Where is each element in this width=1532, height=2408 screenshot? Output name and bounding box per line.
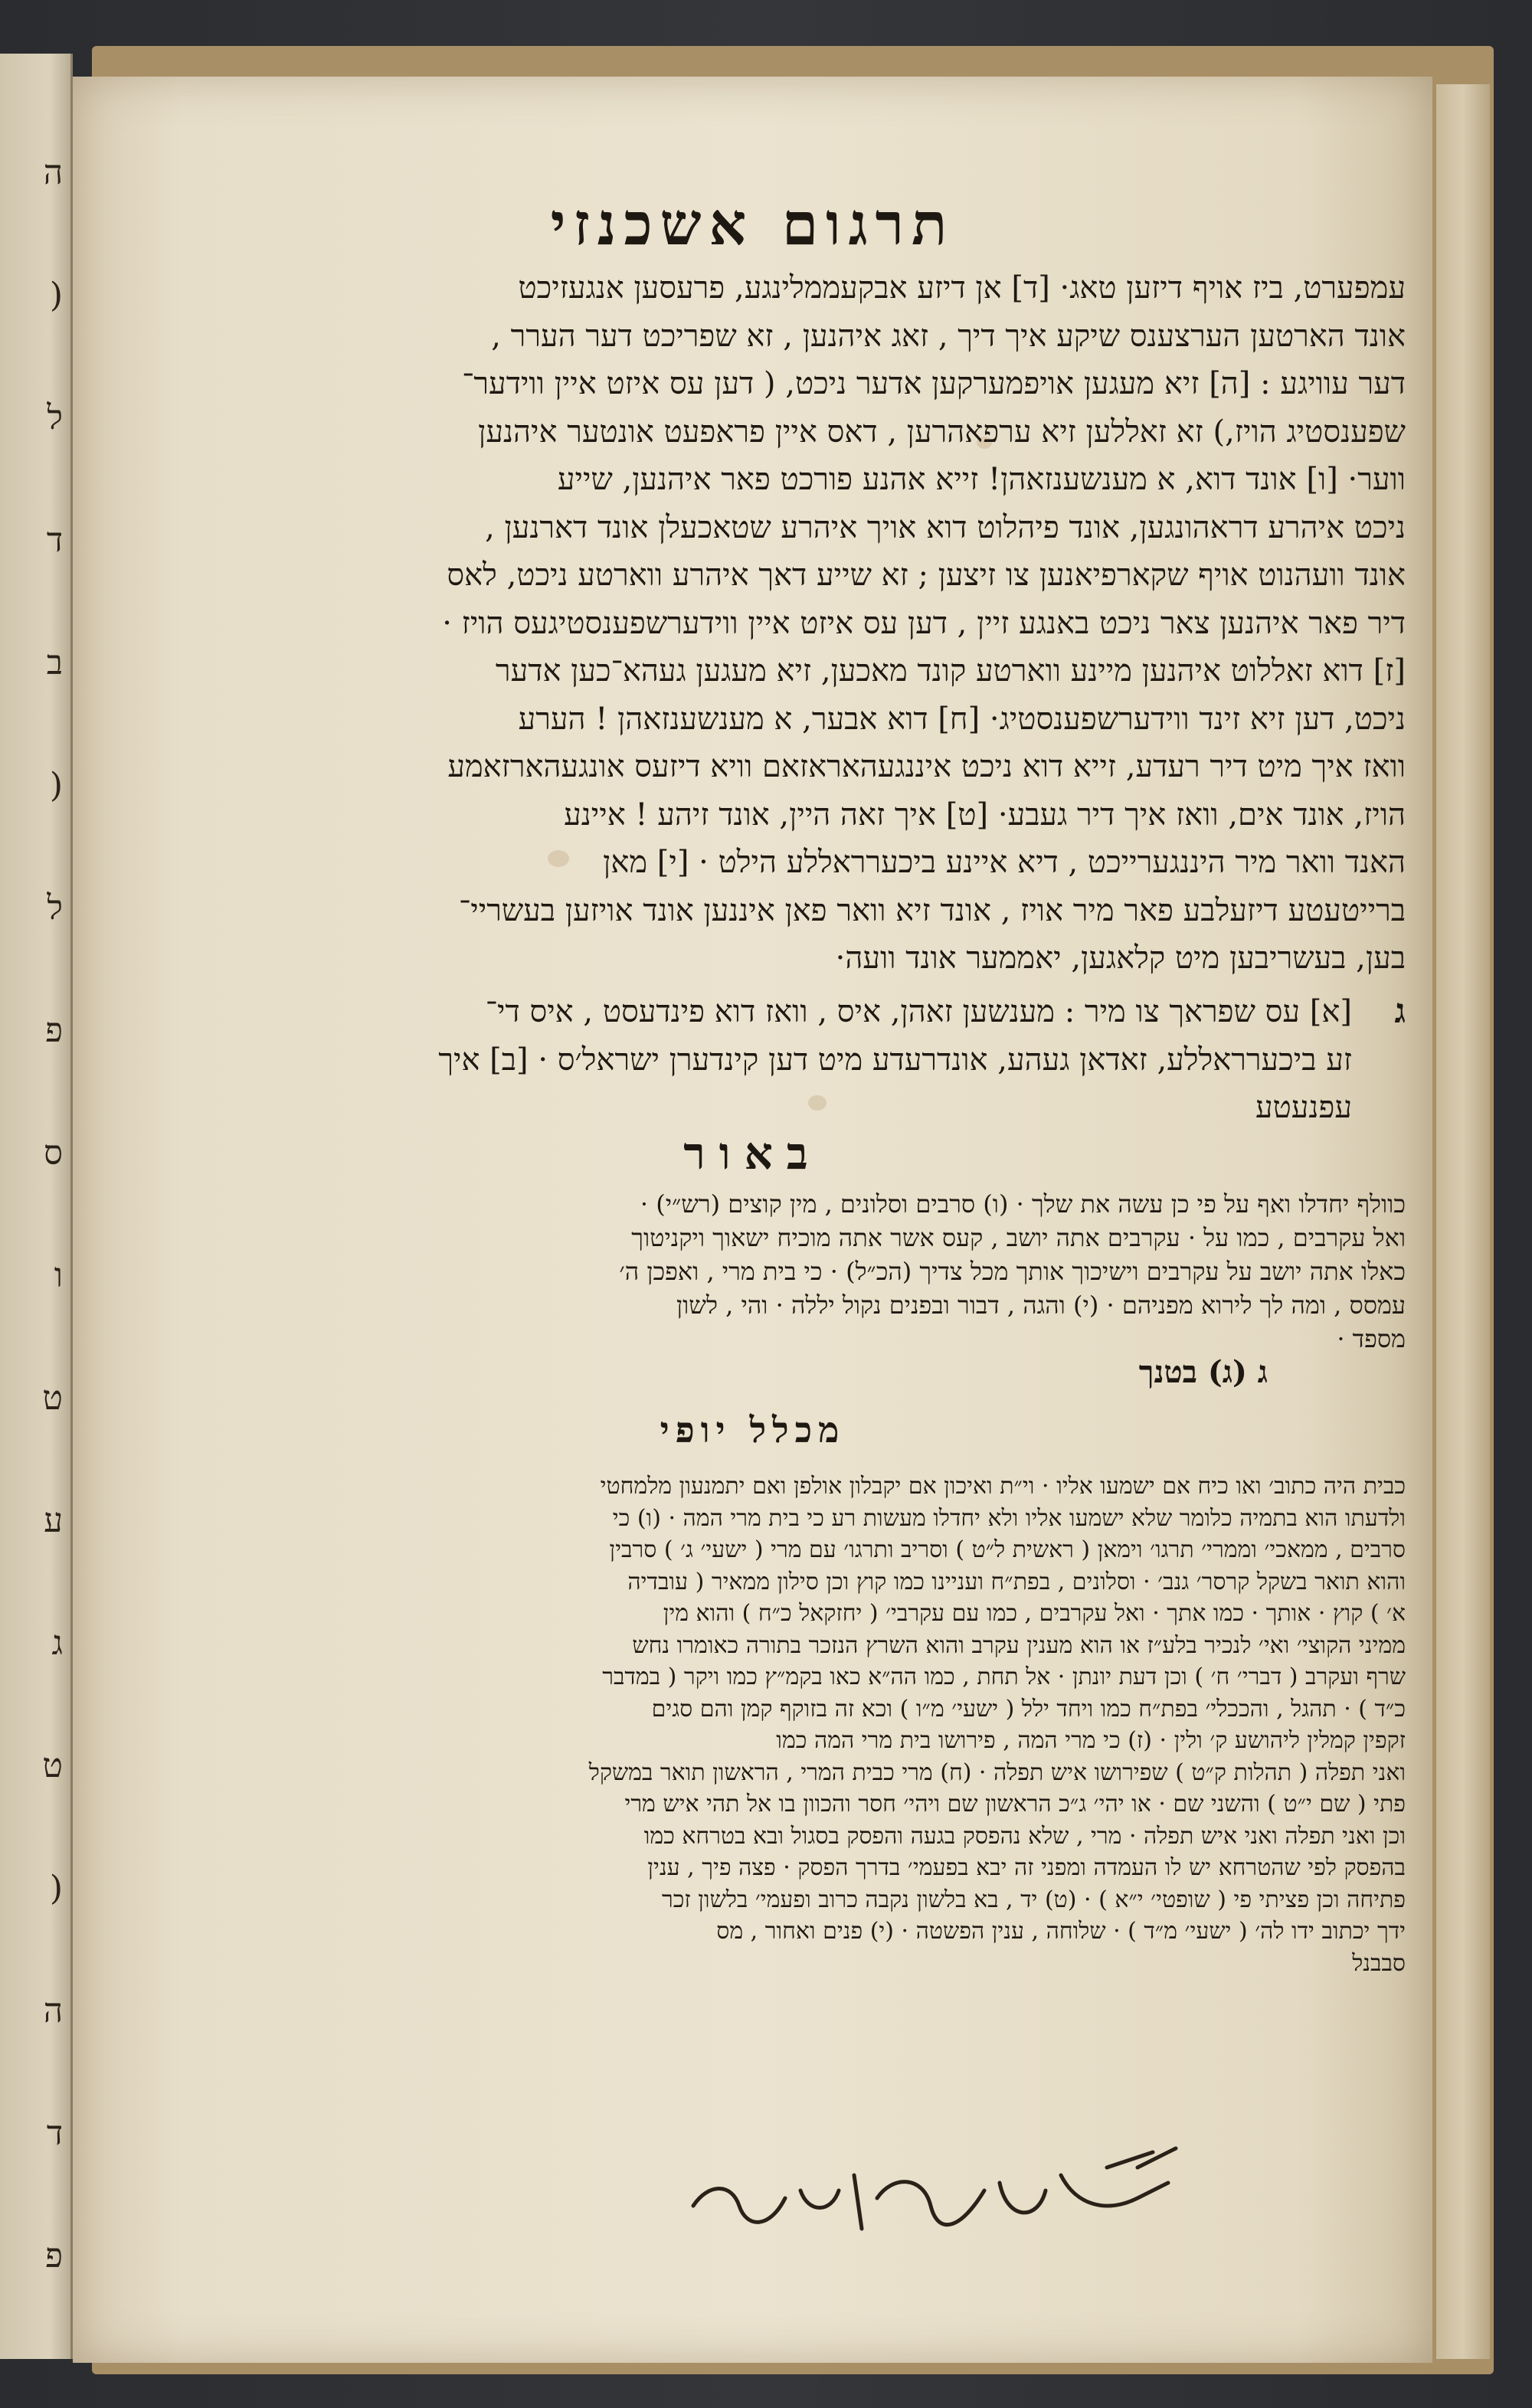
- commentary-heading: באור: [683, 1127, 822, 1179]
- left-page-fragment: ל: [47, 398, 63, 437]
- note-line: ממיני הקוצי׳ ואי׳ לנכיר בלע״ז או הוא מענין עקרב והוא השרץ הנזכר בתורה כאומרו נחש: [632, 1631, 1406, 1659]
- text-line: ווער· [ו] אונד דוא, א מענשענזאהן! זייא אהנע פורכט פאר איהנען, שייע: [557, 462, 1406, 497]
- left-page-fragment: ט: [42, 1746, 63, 1785]
- note-line: סרבים , ממאכי׳ וממרי׳ תרגו׳ וימאן ( ראשית ל״ט ) וסריב ותרגו׳ עם מרי ( ישעי׳ ג׳ ) סרבין: [609, 1536, 1406, 1563]
- left-page-fragment: ס: [43, 1134, 63, 1173]
- note-line: פתי ( שם י״ט ) והשני שם · או יהי׳ ג״כ הראשון שם ויהי׳ חסר והכוון בו אל תהי איש מרי: [624, 1791, 1406, 1817]
- note-line: זקפין קמלין ליהושע ק׳ ולין · (ז) כי מרי המה , פירושו בית מרי המה כמו: [776, 1727, 1406, 1754]
- text-line: האנד וואר מיר היננגערייכט , דיא איינע ביכערראללע הילט · [י] מאן: [603, 845, 1406, 880]
- note-line: ידך יכתוב ידו לה׳ ( ישעי׳ מ״ד ) · שלוחה , ענין הפשטה · (י) פנים ואחור , מס: [716, 1918, 1406, 1945]
- text-line: [ז] דוא זאללוט איהנען מיינע ווארטע קונד מאכען, זיא מעגען געהא־כען אדער: [495, 653, 1406, 689]
- text-line: אונד הארטען הערצענס שיקע איך דיך , זאג איהנען , זא שפריכט דער הערר ,: [491, 318, 1406, 354]
- text-line: ברייטעטע דיזעלבע פאר מיר אויז , אונד זיא וואר פאן איננען אונד אויזען בעשריי־: [458, 892, 1406, 928]
- commentary-line: כוולף יחדלו ואף על פי כן עשה את שלך · (ו) סרבים וסלונים , מין קוצים (רש״י) ·: [640, 1189, 1406, 1219]
- note-line: והוא תואר בשקל קרסר׳ גנב׳ · וסלונים , בפת״ח ועניינו כמו קוץ וכן סילון ממאיר ( עובדיה: [627, 1568, 1406, 1595]
- chapter-line: זע ביכערראללע, זאדאן געהע, אונדרעדע מיט דען קינדערן ישראל׳ס · [ב] איך: [438, 1042, 1352, 1078]
- chapter-text: [188, 988, 1352, 1132]
- left-page-fragment: (: [49, 766, 63, 805]
- left-page-fragment: ה: [43, 153, 63, 192]
- text-line: שפענסטיג הויז,) זא זאללען זיא ערפאהרען , דאס איין פראפעט אונטער איהנען: [478, 414, 1406, 450]
- note-line: סבבנל: [1352, 1949, 1406, 1977]
- note-line: בהפסק לפי שהטרחא יש לו העמדה ומפני זה יבא בפעמי׳ בדרך הפסק · פצה פיך , ענין: [647, 1854, 1406, 1881]
- left-page-fragment: ו: [54, 1256, 63, 1295]
- note-line: ואני תפלה ( תהלות ק״ט ) שפירושו איש תפלה · (ח) מרי כבית המרי , הראשון תואר במשקל: [588, 1759, 1406, 1786]
- text-line: אונד וועהנוט אויף שקארפיאנען צו זיצען ; זא שייע דאך איהרע ווארטע ניכט, לאס: [447, 558, 1406, 593]
- left-page-fragment: פ: [44, 1011, 63, 1050]
- commentary-line: עמסס , ומה לך לירוא מפניהם · (י) והגה , דבור ובפנים נקול יללה · והי , לשון: [676, 1291, 1406, 1320]
- page-title: תרגום אשכנזי: [550, 190, 955, 258]
- commentary-line: ואל עקרבים , כמו על · עקרבים אתה יושב , קעס אשר אתה מוכיח ישאוך ויקניטוך: [631, 1223, 1406, 1252]
- left-page-fragment: ג: [51, 1624, 63, 1663]
- note-line: א׳ ) קוץ · אותך · כמו אתך · ואל עקרבים , כמו עם עקרבי׳ ( יחזקאל כ״ח ) והוא מין: [663, 1600, 1406, 1627]
- commentary-line: מספד ·: [1337, 1324, 1406, 1353]
- left-page-fragment: ב: [46, 643, 63, 682]
- gloss-label: ג (ג) בטנך: [1138, 1354, 1268, 1390]
- commentary-text: [188, 1187, 1406, 1356]
- chapter-line: [א] עס שפראך צו מיר : מענשען זאהן, איס , וואז דוא פינדעסט , איס די־: [485, 994, 1352, 1029]
- left-page-fragment: ד: [46, 521, 63, 560]
- text-line: ניכט איהרע דראהונגען, אונד פיהלוט דוא אויך איהרע שטאכעלן אונד דארנען ,: [485, 509, 1406, 545]
- page-fore-edge: [1436, 84, 1490, 2359]
- left-page-fragment: ה: [43, 1991, 63, 2030]
- text-line: וואז איך מיט דיר רעדע, זייא דוא ניכט איננגעהאראזאם וויא דיזעס אונגעהארזאמע: [447, 749, 1406, 784]
- text-line: ניכט, דען זיא זינד ווידערשפענסטיג· [ח] דוא אבער, א מענשענזאהן ! הערע: [518, 701, 1406, 737]
- text-line: הויז, אונד אים, וואז איך דיר געבע· [ט] איך זאה היין, אונד זיהע ! איינע: [564, 797, 1406, 833]
- translation-text: [188, 264, 1406, 983]
- left-page-fragment: (: [49, 1869, 63, 1908]
- text-line: עמפערט, ביז אויף דיזען טאג· [ד] אן דיזע אבקעממלינגע, פרעסען אנגעזיכט: [518, 270, 1406, 306]
- left-page-fragment: ל: [47, 888, 63, 928]
- text-line: דער עוויגע : [ה] זיא מעגען אויפמערקען אדער ניכט, ( דען עס איזט איין ווידער־: [462, 366, 1406, 401]
- note-line: כ״ד ) · תהגל , והככלי׳ בפת״ח כמו ויחד ילל ( ישעי׳ מ״ו ) וכא זה בזוקף קמן והם סגים: [651, 1695, 1406, 1723]
- chapter-letter: ג: [1394, 992, 1406, 1031]
- note-line: וכן ואני תפלה ואני איש תפלה · מרי , שלא נהפסק בגעה והפסק בסגול ובא בטרחא כמו: [643, 1822, 1406, 1850]
- left-page-fragment: ד: [46, 2114, 63, 2153]
- left-page-fragment: ט: [42, 1379, 63, 1418]
- commentary-line: כאלו אתה יושב על עקרבים וישיכוך אותך מכל צדיך (הכ״ל) · כי בית מרי , ואפכן ה׳: [619, 1257, 1406, 1286]
- note-line: שרף ועקרב ( דברי׳ ח׳ ) וכן דעת יונתן · אל תחת , כמו הה״א כאו בקמ״ץ כמו ויקר ( במדבר: [602, 1664, 1406, 1690]
- handwritten-signature: [678, 2145, 1229, 2244]
- text-line: דיר פאר איהנען צאר ניכט באנגע זיין , דען עס איזט איין ווידערשפענסטיגעס הויז ·: [442, 605, 1406, 641]
- note-line: ולדעתו הוא בתמיה כלומר שלא ישמעו אליו ולא יחדלו מעשות רע כי בית מרי המה · (ו) כי: [612, 1504, 1406, 1532]
- notes-text: [188, 1471, 1406, 1979]
- left-page-fragment: פ: [44, 2236, 63, 2275]
- notes-heading: מכלל יופי: [660, 1409, 846, 1451]
- chapter-line: עפנעטע: [1255, 1090, 1352, 1125]
- text-line: בען, בעשריבען מיט קלאגען, יאממער אונד וועה·: [835, 941, 1406, 976]
- left-page-fragment: (: [49, 276, 63, 315]
- note-line: כבית היה כתוב׳ ואו כיח אם ישמעו אליו · וי״ת ואיכון אם יקבלון אולפן ואם יתמנעון מלמחטי: [600, 1473, 1406, 1500]
- left-page-edge: [0, 54, 73, 2359]
- left-page-fragment: ע: [44, 1501, 63, 1540]
- book-page: [73, 77, 1432, 2363]
- note-line: פתיחה וכן פציתי פי ( שופטי׳ י״א ) · (ט) יד , בא בלשון נקבה כרוב ופעמי׳ בלשון זכר: [661, 1886, 1406, 1913]
